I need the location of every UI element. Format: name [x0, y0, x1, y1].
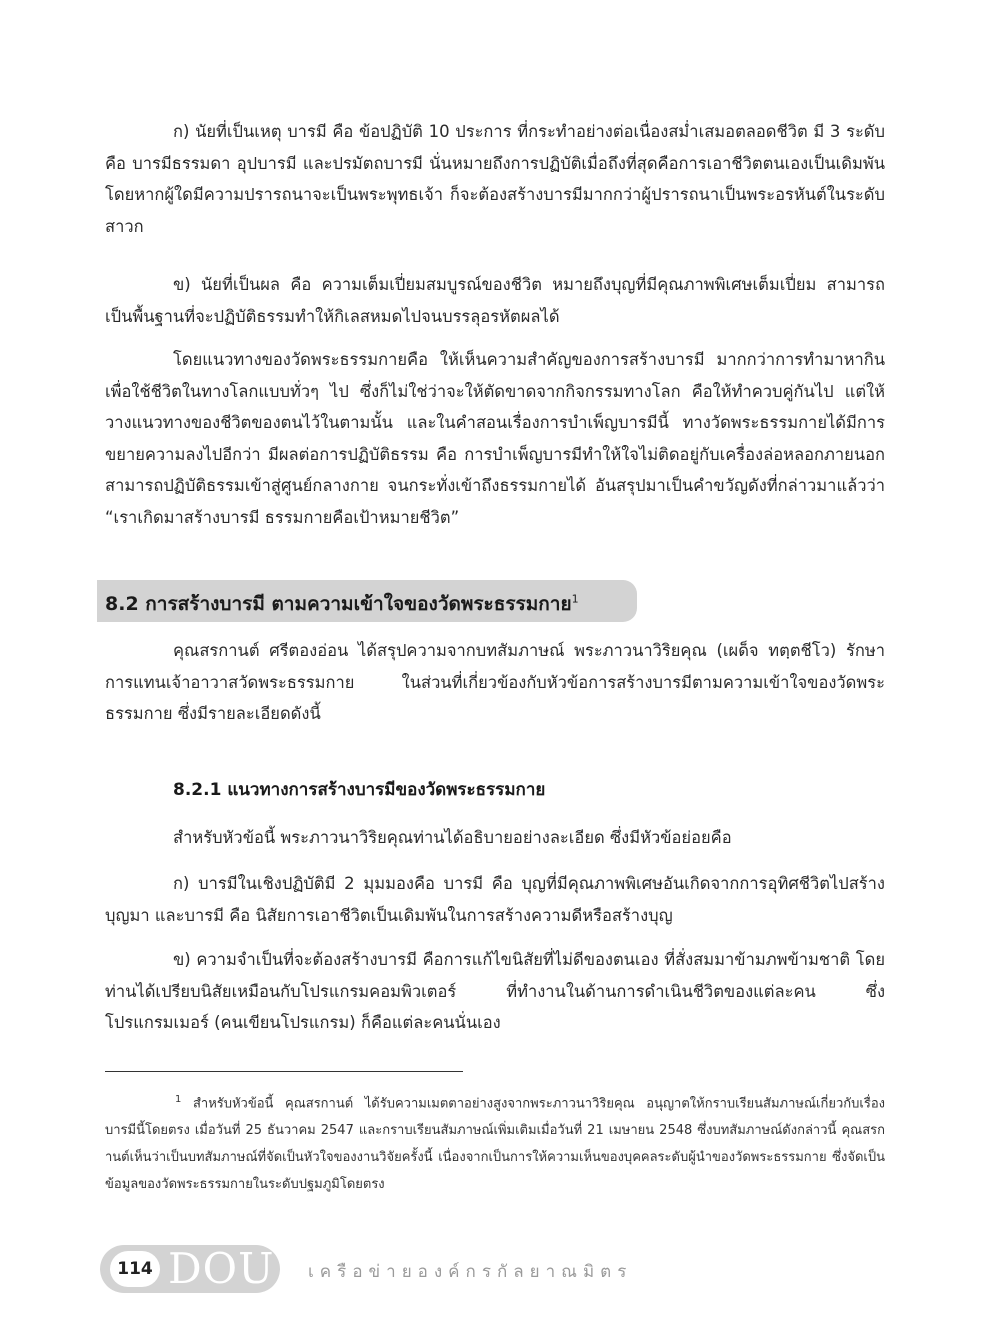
paragraph-causal-meaning: ก) นัยที่เป็นเหตุ บารมี คือ ข้อปฏิบัติ 10 ประการ ที่กระทำอย่างต่อเนื่องสม่ำเสมอตลอดชีวิต มี 3 ระดับคือ บารมีธรรมดา อุปบารมี และปรมัตถบารมี นั่นหมายถึงการปฏิบัติเมื่อถึงที่สุดคือการเอาชีวิตตนเองเป็นเดิมพัน โดยหากผู้ใดมีความปรารถนาจะเป็นพระพุทธเจ้า ก็จะต้องสร้างบารมีมากกว่าผู้ปรารถนาเป็นพระอรหันต์ในระดับสาวก — [105, 122, 885, 236]
paragraph-result-meaning: ข) นัยที่เป็นผล คือ ความเต็มเปี่ยมสมบูรณ์ของชีวิต หมายถึงบุญที่มีคุณภาพพิเศษเต็มเปี่ยม สามารถเป็นพื้นฐานที่จะปฏิบัติธรรมทำให้กิเลสหมดไปจนบรรลุอรหัตผลได้ — [105, 275, 885, 326]
paragraph-subtopics-intro: สำหรับหัวข้อนี้ พระภาวนาวิริยคุณท่านได้อธิบายอย่างละเอียด ซึ่งมีหัวข้อย่อยคือ — [173, 828, 732, 847]
paragraph-necessity: ข) ความจำเป็นที่จะต้องสร้างบารมี คือการแก้ไขนิสัยที่ไม่ดีของตนเอง ที่สั่งสมมาข้ามภพข้ามชาติ โดยท่านได้เปรียบนิสัยเหมือนกับโปรแกรมคอมพิวเตอร์ ที่ทำงานในด้านการดำเนินชีวิตของแต่ละคน ซึ่งโปรแกรมเมอร์ (คนเขียนโปรแกรม) ก็คือแต่ละคนนั่นเอง — [105, 950, 885, 1032]
footnote-divider — [105, 1071, 463, 1072]
footer-tagline: เครือข่ายองค์กรกัลยาณมิตร — [308, 1262, 633, 1282]
footnote-text: สำหรับหัวข้อนี้ คุณสรกานต์ ได้รับความเมตตาอย่างสูงจากพระภาวนาวิริยคุณ อนุญาตให้กราบเรียนสัมภาษณ์เกี่ยวกับเรื่องบารมีนี้โดยตรง เมื่อวันที่ 25 ธันวาคม 2547 และกราบเรียนสัมภาษณ์เพิ่มเติมเมื่อวันที่ 21 เมษายน 2548 ซึ่งบทสัมภาษณ์ดังกล่าวนี้ คุณสรกานต์เห็นว่าเป็นบทสัมภาษณ์ที่จัดเป็นหัวใจของงานวิจัยครั้งนี้ เนื่องจากเป็นการให้ความเห็นของบุคคลระดับผู้นำของวัดพระธรรมกาย ซึ่งจัดเป็นข้อมูลของวัดพระธรรมกายในระดับปฐมภูมิโดยตรง — [105, 1096, 885, 1193]
section-heading-title: 8.2 การสร้างบารมี ตามความเข้าใจของวัดพระธรรมกาย — [105, 593, 572, 615]
dou-logo: DOU — [168, 1244, 275, 1293]
section-heading — [105, 589, 579, 619]
subsection-heading: 8.2.1 แนวทางการสร้างบารมีของวัดพระธรรมกาย — [173, 780, 546, 800]
section-footnote-marker: 1 — [571, 592, 579, 606]
paragraph-interview-summary: คุณสรกานต์ ศรีตองอ่อน ได้สรุปความจากบทสัมภาษณ์ พระภาวนาวิริยคุณ (เผด็จ ทตฺตชีโว) รักษาการแทนเจ้าอาวาสวัดพระธรรมกาย ในส่วนที่เกี่ยวข้องกับหัวข้อการสร้างบารมีตามความเข้าใจของวัดพระธรรมกาย ซึ่งมีรายละเอียดดังนี้ — [105, 641, 885, 723]
page-number: 114 — [110, 1251, 160, 1287]
footnote — [105, 1086, 885, 1198]
paragraph-practical-perfection: ก) บารมีในเชิงปฏิบัติมี 2 มุมมองคือ บารมี คือ บุญที่มีคุณภาพพิเศษอันเกิดจากการอุทิศชีวิตไปสร้างบุญมา และบารมี คือ นิสัยการเอาชีวิตเป็นเดิมพันในการสร้างความดีหรือสร้างบุญ — [105, 874, 885, 925]
footnote-mark: 1 — [175, 1094, 182, 1105]
paragraph-dhammakaya-approach: โดยแนวทางของวัดพระธรรมกายคือ ให้เห็นความสำคัญของการสร้างบารมี มากกว่าการทำมาหากินเพื่อใช้ชีวิตในทางโลกแบบทั่วๆ ไป ซึ่งก็ไม่ใช่ว่าจะให้ตัดขาดจากกิจกรรมทางโลก คือให้ทำควบคู่กันไป แต่ให้วางแนวทางของชีวิตของตนไว้ในตามนั้น และในคำสอนเรื่องการบำเพ็ญบารมีนี้ ทางวัดพระธรรมกายได้มีการขยายความลงไปอีกว่า มีผลต่อการปฏิบัติธรรม คือ การบำเพ็ญบารมีทำให้ใจไม่ติดอยู่กับเครื่องล่อหลอกภายนอก สามารถปฏิบัติธรรมเข้าสู่ศูนย์กลางกาย จนกระทั่งเข้าถึงธรรมกายได้ อันสรุปมาเป็นคำขวัญดังที่กล่าวมาแล้วว่า “เราเกิดมาสร้างบารมี ธรรมกายคือเป้าหมายชีวิต” — [105, 350, 885, 527]
